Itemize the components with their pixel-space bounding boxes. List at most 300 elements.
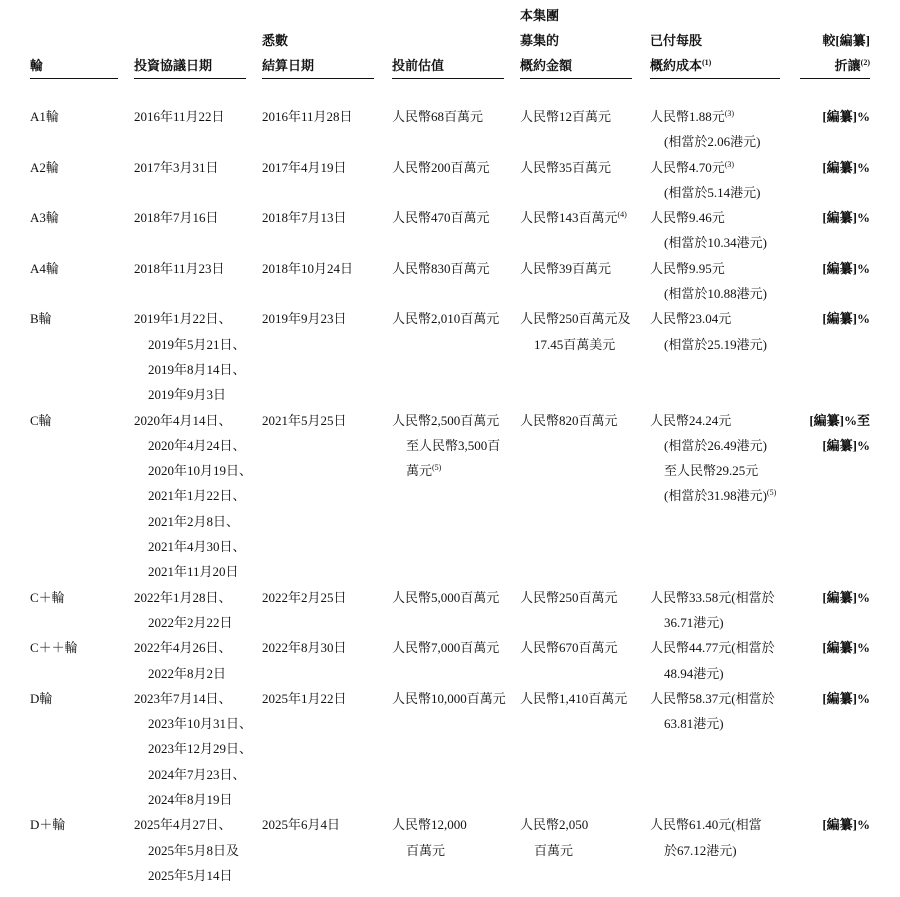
cell-line bbox=[392, 408, 500, 433]
header-line bbox=[134, 3, 246, 28]
cell-round bbox=[30, 256, 59, 281]
cell-text: 人民幣250百萬元 bbox=[520, 589, 618, 605]
cell-cost-per-share bbox=[650, 256, 767, 307]
header-text: 悉數 bbox=[262, 33, 289, 48]
cell-text: 人民幣33.58元(相當於 bbox=[650, 589, 775, 605]
cell-line bbox=[392, 306, 499, 331]
cell-line bbox=[650, 838, 762, 863]
cell-text: 人民幣35百萬元 bbox=[520, 159, 612, 175]
cell-line bbox=[520, 812, 588, 837]
cell-round bbox=[30, 205, 59, 230]
cell-discount bbox=[822, 686, 870, 711]
cell-text: 2022年8月2日 bbox=[148, 665, 227, 681]
header-discount bbox=[800, 4, 870, 79]
header-line bbox=[134, 28, 246, 53]
cell-text: (相當於5.14港元) bbox=[664, 184, 761, 200]
cell-text: (相當於10.34港元) bbox=[664, 235, 767, 251]
cell-line bbox=[650, 635, 775, 660]
header-text: 投資協議日期 bbox=[134, 58, 213, 73]
header-agreement-date bbox=[134, 4, 246, 79]
header-line bbox=[262, 53, 374, 78]
cell-text: 人民幣470百萬元 bbox=[392, 210, 490, 226]
cell-text: (相當於10.88港元) bbox=[664, 286, 767, 302]
cell-line bbox=[134, 104, 225, 129]
cell-round bbox=[30, 812, 65, 837]
cell-line bbox=[134, 534, 252, 559]
cell-line bbox=[262, 635, 347, 660]
cell-line bbox=[30, 585, 65, 610]
cell-cost-per-share bbox=[650, 812, 762, 863]
cell-settlement-date bbox=[262, 205, 347, 230]
header-line bbox=[134, 53, 246, 78]
cell-line bbox=[809, 408, 870, 433]
cell-amount-raised bbox=[520, 812, 588, 863]
table-row bbox=[0, 635, 900, 686]
cell-line bbox=[134, 787, 252, 812]
cell-round bbox=[30, 155, 59, 180]
cell-line bbox=[134, 635, 232, 660]
header-text: 輪 bbox=[30, 58, 44, 73]
cell-amount-raised bbox=[520, 256, 611, 281]
cell-line bbox=[520, 256, 611, 281]
cell-line bbox=[392, 104, 483, 129]
cell-text: 2025年4月27日、 bbox=[134, 817, 232, 833]
cell-text: [編纂]%至 bbox=[809, 412, 870, 428]
header-text bbox=[30, 33, 33, 48]
cell-agreement-date bbox=[134, 104, 225, 129]
cell-line bbox=[134, 155, 219, 180]
cell-line bbox=[134, 762, 252, 787]
cell-text: 2023年10月31日、 bbox=[148, 716, 253, 732]
cell-pre-money-valuation bbox=[392, 256, 490, 281]
header-amount-raised bbox=[520, 4, 632, 79]
cell-line bbox=[134, 610, 233, 635]
footnote-ref: (5) bbox=[766, 488, 777, 498]
cell-discount bbox=[809, 408, 870, 459]
cell-settlement-date bbox=[262, 585, 347, 610]
cell-line bbox=[134, 458, 252, 483]
cell-text: 2019年8月14日、 bbox=[148, 361, 246, 377]
cell-text: 人民幣24.24元 bbox=[650, 412, 732, 428]
cell-text: 人民幣10,000百萬元 bbox=[392, 690, 506, 706]
cell-line bbox=[650, 332, 767, 357]
cell-line bbox=[134, 332, 246, 357]
cell-line bbox=[30, 812, 65, 837]
cell-line bbox=[650, 686, 775, 711]
cell-line bbox=[134, 736, 252, 761]
cell-text: 人民幣250百萬元及 bbox=[520, 311, 631, 327]
cell-text: 人民幣9.95元 bbox=[650, 260, 725, 276]
header-text: 概約金額 bbox=[520, 58, 573, 73]
header-line bbox=[262, 28, 374, 53]
cell-round bbox=[30, 686, 52, 711]
header-line bbox=[392, 53, 504, 78]
cell-line bbox=[30, 104, 59, 129]
cell-text: C＋輪 bbox=[30, 589, 65, 605]
footnote-ref: (1) bbox=[702, 58, 712, 67]
cell-pre-money-valuation bbox=[392, 635, 499, 660]
cell-line bbox=[520, 838, 588, 863]
cell-settlement-date bbox=[262, 686, 347, 711]
cell-agreement-date bbox=[134, 408, 252, 585]
cell-text: 2022年2月25日 bbox=[262, 589, 347, 605]
cell-line bbox=[134, 357, 246, 382]
cell-round bbox=[30, 635, 78, 660]
table-row bbox=[0, 408, 900, 585]
cell-line bbox=[392, 205, 490, 230]
cell-discount bbox=[822, 205, 870, 230]
cell-line bbox=[134, 585, 233, 610]
cell-round bbox=[30, 104, 59, 129]
cell-text: 人民幣58.37元(相當於 bbox=[650, 690, 775, 706]
cell-amount-raised bbox=[520, 155, 611, 180]
cell-text: A4輪 bbox=[30, 260, 59, 276]
cell-pre-money-valuation bbox=[392, 104, 483, 129]
cell-line bbox=[650, 180, 760, 205]
cell-agreement-date bbox=[134, 812, 239, 888]
cell-agreement-date bbox=[134, 306, 246, 407]
cell-discount bbox=[822, 155, 870, 180]
table-row bbox=[0, 256, 900, 307]
cell-line bbox=[650, 585, 775, 610]
header-text: 較[編纂] bbox=[822, 33, 870, 48]
cell-round bbox=[30, 306, 52, 331]
cell-settlement-date bbox=[262, 104, 353, 129]
cell-text: C＋＋輪 bbox=[30, 640, 78, 656]
cell-settlement-date bbox=[262, 812, 340, 837]
header-text: 結算日期 bbox=[262, 58, 315, 73]
cell-line bbox=[650, 711, 775, 736]
cell-text: 2020年10月19日、 bbox=[148, 463, 253, 479]
cell-text: 2016年11月28日 bbox=[262, 109, 353, 124]
table-row bbox=[0, 155, 900, 206]
header-line bbox=[650, 3, 780, 28]
cell-agreement-date bbox=[134, 205, 219, 230]
header-line bbox=[30, 3, 118, 28]
cell-text: 人民幣2,050 bbox=[520, 817, 589, 833]
cell-text: 2022年8月30日 bbox=[262, 640, 347, 656]
cell-text: 至人民幣3,500百 bbox=[406, 437, 501, 453]
cell-line bbox=[822, 635, 870, 660]
cell-cost-per-share bbox=[650, 205, 767, 256]
cell-text: 人民幣1,410百萬元 bbox=[520, 690, 628, 706]
cell-text: D輪 bbox=[30, 690, 53, 706]
cell-text: 人民幣4.70元 bbox=[650, 159, 725, 175]
cell-line bbox=[392, 585, 499, 610]
header-text: 已付每股 bbox=[650, 33, 703, 48]
cell-line bbox=[650, 104, 760, 129]
cell-line bbox=[822, 585, 870, 610]
cell-text: D＋輪 bbox=[30, 817, 66, 833]
cell-cost-per-share bbox=[650, 686, 775, 737]
cell-cost-per-share bbox=[650, 635, 775, 686]
cell-line bbox=[134, 256, 225, 281]
cell-text: 人民幣143百萬元 bbox=[520, 210, 618, 226]
cell-line bbox=[30, 205, 59, 230]
header-line bbox=[392, 3, 504, 28]
cell-line bbox=[650, 458, 776, 483]
cell-line bbox=[392, 812, 467, 837]
cell-discount bbox=[822, 635, 870, 660]
cell-line bbox=[262, 256, 353, 281]
cell-text: 人民幣2,010百萬元 bbox=[392, 311, 500, 327]
cell-line bbox=[822, 205, 870, 230]
cell-text: 2018年11月23日 bbox=[134, 260, 225, 276]
cell-text: 人民幣44.77元(相當於 bbox=[650, 640, 775, 656]
cell-line bbox=[392, 155, 490, 180]
cell-text: 人民幣200百萬元 bbox=[392, 159, 490, 175]
header-line bbox=[30, 53, 118, 78]
cell-pre-money-valuation bbox=[392, 812, 467, 863]
cell-line bbox=[650, 306, 767, 331]
cell-line bbox=[134, 306, 246, 331]
cell-text: B輪 bbox=[30, 311, 52, 327]
header-round bbox=[30, 4, 118, 79]
header-text bbox=[134, 33, 137, 48]
cell-discount bbox=[822, 256, 870, 281]
cell-discount bbox=[822, 585, 870, 610]
cell-text: [編纂]% bbox=[822, 437, 870, 453]
table-row bbox=[0, 585, 900, 636]
cell-line bbox=[134, 433, 252, 458]
cell-agreement-date bbox=[134, 585, 233, 636]
cell-pre-money-valuation bbox=[392, 155, 490, 180]
cell-line bbox=[520, 585, 618, 610]
table-row bbox=[0, 306, 900, 407]
cell-line bbox=[650, 483, 776, 508]
cell-text: 人民幣820百萬元 bbox=[520, 412, 618, 428]
header-line bbox=[520, 3, 632, 28]
cell-text: 2018年7月16日 bbox=[134, 210, 219, 226]
cell-line bbox=[262, 155, 347, 180]
header-text: 投前估值 bbox=[392, 58, 445, 73]
cell-line bbox=[520, 408, 618, 433]
cell-discount bbox=[822, 812, 870, 837]
cell-text: 人民幣12,000 bbox=[392, 817, 467, 833]
cell-line bbox=[822, 306, 870, 331]
cell-text: 2021年5月25日 bbox=[262, 412, 347, 428]
cell-line bbox=[650, 281, 767, 306]
cell-text: [編纂]% bbox=[822, 311, 870, 327]
cell-agreement-date bbox=[134, 256, 225, 281]
cell-cost-per-share bbox=[650, 306, 767, 357]
cell-discount bbox=[822, 306, 870, 331]
header-line bbox=[650, 53, 780, 78]
cell-text: 2019年5月21日、 bbox=[148, 336, 246, 352]
cell-settlement-date bbox=[262, 306, 347, 331]
cell-text: 2021年11月20日 bbox=[148, 564, 239, 580]
cell-line bbox=[392, 256, 490, 281]
cell-line bbox=[30, 256, 59, 281]
cell-agreement-date bbox=[134, 155, 219, 180]
cell-line bbox=[262, 408, 347, 433]
cell-line bbox=[392, 458, 500, 483]
cell-line bbox=[262, 585, 347, 610]
cell-text: 2022年2月22日 bbox=[148, 614, 233, 630]
cell-text: 百萬元 bbox=[534, 842, 574, 858]
table-row bbox=[0, 686, 900, 813]
cell-amount-raised bbox=[520, 205, 627, 230]
cell-line bbox=[650, 129, 760, 154]
header-text bbox=[650, 8, 653, 23]
cell-line bbox=[262, 686, 347, 711]
cell-agreement-date bbox=[134, 635, 232, 686]
table-row bbox=[0, 812, 900, 888]
cell-line bbox=[520, 306, 631, 331]
cell-text: [編纂]% bbox=[822, 817, 870, 833]
header-line bbox=[800, 53, 870, 78]
cell-text: C輪 bbox=[30, 412, 52, 428]
cell-text: (相當於2.06港元) bbox=[664, 134, 761, 150]
cell-amount-raised bbox=[520, 408, 618, 433]
cell-text: (相當於25.19港元) bbox=[664, 336, 767, 352]
cell-settlement-date bbox=[262, 155, 347, 180]
header-line bbox=[800, 3, 870, 28]
header-text bbox=[867, 8, 870, 23]
cell-line bbox=[650, 661, 775, 686]
cell-line bbox=[134, 483, 252, 508]
header-text bbox=[134, 8, 137, 23]
cell-line bbox=[134, 838, 239, 863]
cell-text: 人民幣39百萬元 bbox=[520, 260, 612, 276]
cell-text: A3輪 bbox=[30, 210, 59, 226]
cell-text: 人民幣7,000百萬元 bbox=[392, 640, 500, 656]
cell-text: [編纂]% bbox=[822, 210, 870, 226]
cell-line bbox=[392, 838, 467, 863]
cell-amount-raised bbox=[520, 306, 631, 357]
cell-line bbox=[822, 155, 870, 180]
cell-line bbox=[30, 306, 52, 331]
cell-line bbox=[262, 812, 340, 837]
header-pre-money-valuation bbox=[392, 4, 504, 79]
cell-agreement-date bbox=[134, 686, 252, 812]
cell-text: 17.45百萬美元 bbox=[534, 336, 616, 352]
header-line bbox=[262, 3, 374, 28]
table-row bbox=[0, 104, 900, 155]
cell-text: 2020年4月24日、 bbox=[148, 437, 246, 453]
cell-line bbox=[30, 408, 52, 433]
footnote-ref: (3) bbox=[724, 109, 735, 118]
header-text bbox=[30, 8, 33, 23]
cell-text: 人民幣23.04元 bbox=[650, 311, 732, 327]
cell-line bbox=[134, 205, 219, 230]
cell-text: 2021年4月30日、 bbox=[148, 539, 246, 555]
cell-line bbox=[809, 433, 870, 458]
header-line bbox=[800, 28, 870, 53]
cell-line bbox=[822, 686, 870, 711]
cell-text: 人民幣830百萬元 bbox=[392, 260, 490, 276]
cell-amount-raised bbox=[520, 635, 618, 660]
cell-cost-per-share bbox=[650, 155, 760, 206]
cell-text: A1輪 bbox=[30, 109, 59, 124]
cell-settlement-date bbox=[262, 635, 347, 660]
header-text bbox=[392, 8, 395, 23]
cell-text: 2025年1月22日 bbox=[262, 690, 347, 706]
cell-line bbox=[650, 230, 767, 255]
cell-text: 2018年10月24日 bbox=[262, 260, 354, 276]
cell-line bbox=[392, 635, 499, 660]
cell-text: 人民幣670百萬元 bbox=[520, 640, 618, 656]
cell-line bbox=[822, 812, 870, 837]
cell-text: 於67.12港元) bbox=[664, 842, 737, 858]
cell-settlement-date bbox=[262, 256, 353, 281]
cell-line bbox=[134, 812, 239, 837]
cell-line bbox=[650, 205, 767, 230]
cell-line bbox=[262, 104, 353, 129]
cell-text: 2023年7月14日、 bbox=[134, 690, 232, 706]
cell-text: [編纂]% bbox=[822, 640, 870, 656]
cell-text: [編纂]% bbox=[822, 109, 870, 124]
cell-discount bbox=[822, 104, 870, 129]
header-text: 折讓 bbox=[834, 58, 861, 73]
footnote-ref: (3) bbox=[724, 159, 735, 169]
cell-line bbox=[520, 686, 627, 711]
cell-settlement-date bbox=[262, 408, 347, 433]
cell-text: 2024年7月23日、 bbox=[148, 766, 246, 782]
cell-line bbox=[134, 408, 252, 433]
cell-text: 2024年8月19日 bbox=[148, 792, 233, 808]
cell-line bbox=[134, 863, 239, 888]
cell-line bbox=[822, 256, 870, 281]
cell-line bbox=[134, 661, 232, 686]
cell-pre-money-valuation bbox=[392, 408, 500, 484]
cell-text: 36.71港元) bbox=[664, 614, 724, 630]
cell-text: 2022年1月28日、 bbox=[134, 589, 232, 605]
cell-text: [編纂]% bbox=[822, 589, 870, 605]
cell-text: [編纂]% bbox=[822, 159, 870, 175]
footnote-ref: (4) bbox=[617, 210, 627, 220]
cell-line bbox=[520, 635, 618, 660]
cell-line bbox=[134, 559, 252, 584]
cell-text: 2018年7月13日 bbox=[262, 210, 347, 226]
cell-line bbox=[134, 686, 252, 711]
cell-line bbox=[262, 306, 347, 331]
cell-text: 2025年6月4日 bbox=[262, 817, 341, 833]
cell-line bbox=[650, 155, 760, 180]
cell-text: 2023年12月29日、 bbox=[148, 741, 253, 757]
cell-text: [編纂]% bbox=[822, 690, 870, 706]
cell-line bbox=[30, 686, 52, 711]
cell-text: 2016年11月22日 bbox=[134, 109, 225, 124]
header-cost-per-share bbox=[650, 4, 780, 79]
cell-line bbox=[520, 205, 627, 230]
cell-pre-money-valuation bbox=[392, 585, 499, 610]
cell-line bbox=[650, 433, 776, 458]
cell-text: 2025年5月8日及 bbox=[148, 842, 240, 858]
cell-text: [編纂]% bbox=[822, 260, 870, 276]
cell-line bbox=[134, 382, 246, 407]
cell-text: 2017年3月31日 bbox=[134, 159, 219, 175]
cell-text: 人民幣12百萬元 bbox=[520, 109, 612, 124]
cell-cost-per-share bbox=[650, 408, 776, 509]
cell-text: 人民幣68百萬元 bbox=[392, 109, 484, 124]
cell-amount-raised bbox=[520, 686, 627, 711]
cell-text: (相當於31.98港元) bbox=[664, 488, 767, 504]
cell-text: 2021年1月22日、 bbox=[148, 488, 246, 504]
cell-text: 2020年4月14日、 bbox=[134, 412, 232, 428]
cell-amount-raised bbox=[520, 104, 611, 129]
header-text: 概約成本 bbox=[650, 58, 703, 73]
cell-line bbox=[30, 635, 78, 660]
cell-cost-per-share bbox=[650, 104, 760, 155]
cell-line bbox=[650, 812, 762, 837]
header-line bbox=[650, 28, 780, 53]
footnote-ref: (5) bbox=[432, 463, 442, 473]
cell-text: 至人民幣29.25元 bbox=[664, 463, 759, 479]
cell-line bbox=[520, 155, 611, 180]
header-text: 募集的 bbox=[520, 33, 560, 48]
cell-text: 2022年4月26日、 bbox=[134, 640, 232, 656]
